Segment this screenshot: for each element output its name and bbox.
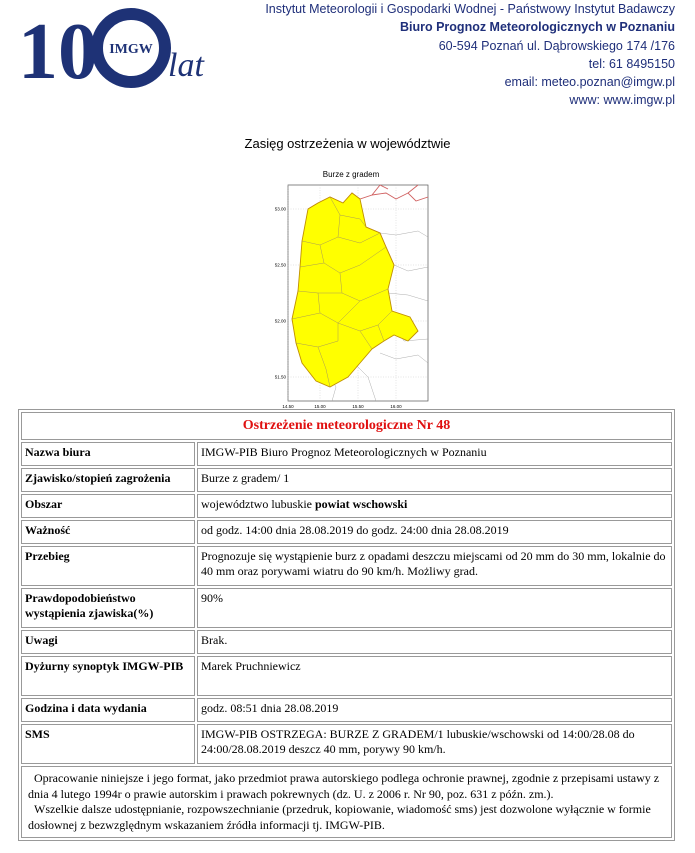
lon-tick-label: 15.00	[314, 404, 326, 409]
map-chart-title: Burze z gradem	[322, 170, 380, 179]
lat-tick-label: 52.00	[274, 318, 286, 324]
row-value: Brak.	[197, 630, 672, 654]
office-address: 60-594 Poznań ul. Dąbrowskiego 174 /176	[438, 38, 675, 53]
imgw-100-years-logo	[18, 8, 218, 88]
row-label: Dyżurny synoptyk IMGW-PIB	[21, 656, 195, 696]
row-value-obszar	[197, 494, 672, 518]
table-row	[21, 494, 672, 518]
row-label: Zjawisko/stopień zagrożenia	[21, 468, 195, 492]
warning-title-row	[21, 412, 672, 440]
area-region: województwo lubuskie	[201, 497, 312, 511]
lon-tick-label: 14.50	[282, 404, 294, 409]
row-label: Ważność	[21, 520, 195, 544]
row-value: Burze z gradem/ 1	[197, 468, 672, 492]
table-row	[21, 698, 672, 722]
table-row	[21, 588, 672, 628]
table-row	[21, 724, 672, 764]
lon-tick-label: 15.50	[352, 404, 364, 409]
copyright-row	[21, 766, 672, 838]
logo-imgw-text: IMGW	[109, 42, 153, 57]
row-value: IMGW-PIB OSTRZEGA: BURZE Z GRADEM/1 lubuskie/wschowski od 14:00/28.08 do 24:00/28.08.2019 deszcz 40 mm, porywy 90 km/h.	[197, 724, 672, 764]
row-label: Obszar	[21, 494, 195, 518]
table-row	[21, 630, 672, 654]
row-label: Uwagi	[21, 630, 195, 654]
row-value: 90%	[197, 588, 672, 628]
area-county: powiat wschowski	[314, 497, 408, 511]
table-row	[21, 546, 672, 586]
row-label: SMS	[21, 724, 195, 764]
lon-tick-label: 16.00	[390, 404, 402, 409]
warning-title: Ostrzeżenie meteorologiczne Nr 48	[21, 412, 672, 440]
logo-lat-text: lat	[168, 47, 204, 84]
row-label: Nazwa biura	[21, 442, 195, 466]
map-section-title: Zasięg ostrzeżenia w województwie	[244, 136, 451, 151]
office-www: www: www.imgw.pl	[569, 93, 675, 108]
office-phone: tel: 61 8495150	[588, 56, 675, 71]
table-row	[21, 442, 672, 466]
lat-tick-label: 52.50	[274, 262, 286, 268]
logo-hundred-text: 10	[18, 8, 98, 88]
row-value: IMGW-PIB Biuro Prognoz Meteorologicznych w Poznaniu	[197, 442, 672, 466]
institute-name: Instytut Meteorologii i Gospodarki Wodnej - Państwowy Instytut Badawczy	[265, 2, 675, 16]
office-email: email: meteo.poznan@imgw.pl	[504, 75, 675, 90]
table-row	[21, 468, 672, 492]
row-value: Prognozuje się wystąpienie burz z opadami deszczu miejscami od 20 mm do 30 mm, lokalnie do 40 mm oraz porywami wiatru do 90 km/h. Możliwy grad.	[197, 546, 672, 586]
warning-table	[18, 409, 675, 841]
copyright-paragraph: Wszelkie dalsze udostępnianie, rozpowszechnianie (przedruk, kopiowanie, wiadomość sms) jest dozwolone wyłącznie w formie dosłownej z bezwzględnym wskazaniem źródła informacji tj. IMGW-PIB.	[28, 802, 651, 832]
table-row	[21, 656, 672, 696]
header-contact-block	[265, 0, 675, 110]
warning-area-map	[268, 163, 434, 411]
row-value: Marek Pruchniewicz	[197, 656, 672, 696]
copyright-paragraph: Opracowanie niniejsze i jego format, jako przedmiot prawa autorskiego podlega ochronie prawnej, zgodnie z przepisami ustawy z dnia 4 lutego 1994r o prawie autorskim i prawach pokrewnych (dz. U. z 2006 r. Nr 90, poz. 631 z późn. zm.).	[28, 771, 660, 801]
row-label: Godzina i data wydania	[21, 698, 195, 722]
lat-tick-label: 53.00	[274, 206, 286, 212]
table-row	[21, 520, 672, 544]
row-value: od godz. 14:00 dnia 28.08.2019 do godz. 24:00 dnia 28.08.2019	[197, 520, 672, 544]
lat-tick-label: 51.50	[274, 374, 286, 380]
copyright-notice	[21, 766, 672, 838]
row-value: godz. 08:51 dnia 28.08.2019	[197, 698, 672, 722]
office-name: Biuro Prognoz Meteorologicznych w Poznaniu	[399, 20, 675, 35]
row-label: Prawdopodobieństwo wystąpienia zjawiska(%)	[21, 588, 195, 628]
row-label: Przebieg	[21, 546, 195, 586]
